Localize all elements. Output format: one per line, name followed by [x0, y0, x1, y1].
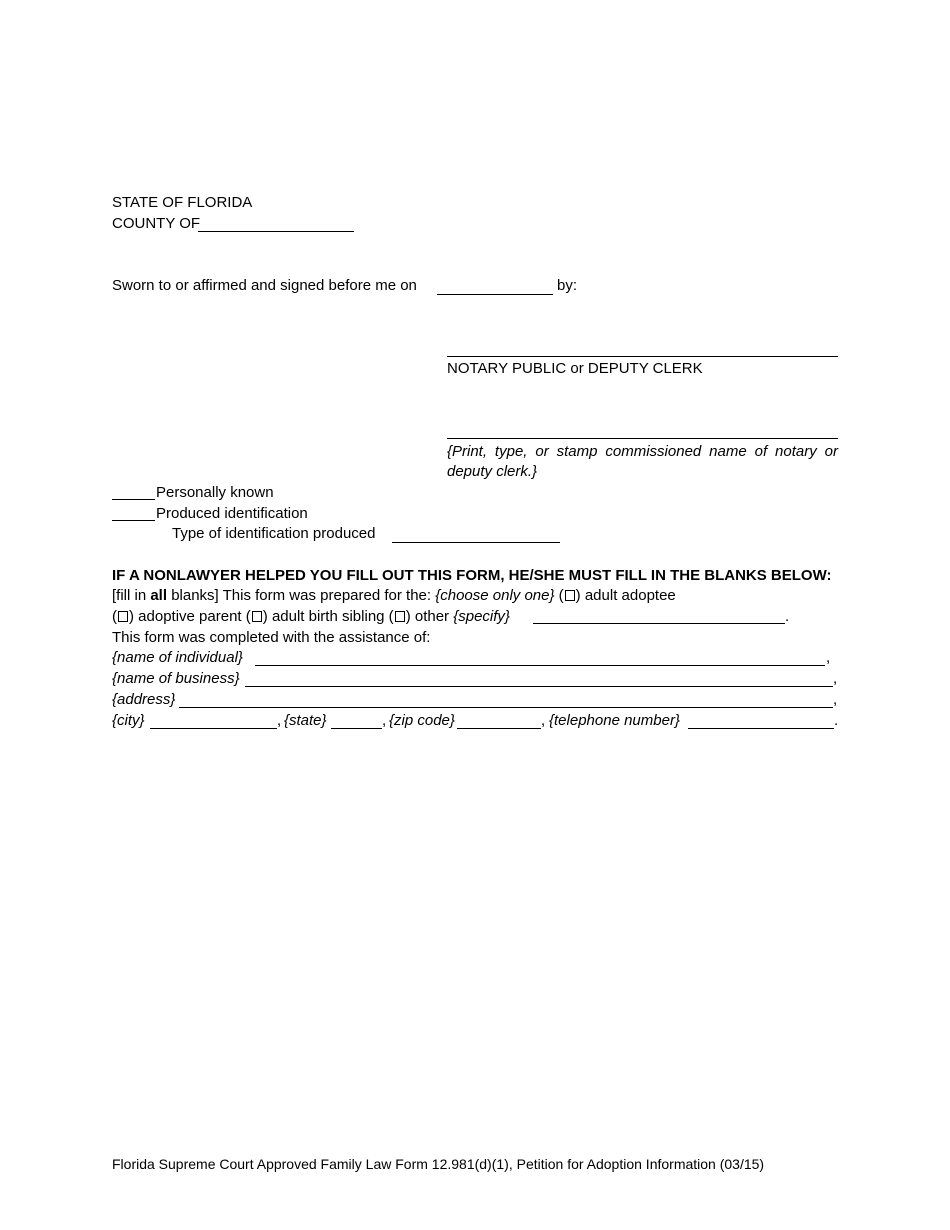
address-field[interactable] — [179, 707, 833, 708]
produced-identification-blank[interactable] — [112, 520, 155, 521]
notary-signature-line[interactable] — [447, 356, 838, 357]
name-of-individual-label: {name of individual} — [112, 649, 243, 666]
zip-code-label: {zip code} — [389, 712, 455, 729]
adult-adoptee-checkbox[interactable] — [565, 590, 575, 601]
produced-identification-label: Produced identification — [156, 505, 308, 522]
telephone-number-label: {telephone number} — [549, 712, 680, 729]
fill-in-open: [fill in — [112, 587, 151, 604]
other-checkbox[interactable] — [395, 611, 405, 622]
comma: , — [382, 712, 387, 729]
assistance-line: This form was completed with the assistance of: — [112, 629, 431, 646]
identification-type-label: Type of identification produced — [172, 525, 376, 542]
comma: , — [541, 712, 546, 729]
comma: , — [277, 712, 282, 729]
name-of-individual-field[interactable] — [255, 665, 825, 666]
adult-birth-sibling-label: adult birth sibling — [271, 608, 385, 625]
comma: , — [833, 670, 838, 687]
specify-label: {specify} — [453, 608, 510, 625]
county-field[interactable] — [198, 231, 354, 232]
city-label: {city} — [112, 712, 145, 729]
adoptive-parent-label: adoptive parent — [138, 608, 242, 625]
sworn-date-field[interactable] — [437, 294, 553, 295]
choose-only-one: {choose only one} — [435, 587, 555, 604]
state-field-label: {state} — [284, 712, 327, 729]
state-field[interactable] — [331, 728, 382, 729]
notary-name-line[interactable] — [447, 438, 838, 439]
specify-period: . — [785, 608, 790, 625]
personally-known-label: Personally known — [156, 484, 274, 501]
fill-in-close: blanks] This form was prepared for the: — [167, 587, 436, 604]
identification-type-field[interactable] — [392, 542, 560, 543]
notary-title: NOTARY PUBLIC or DEPUTY CLERK — [447, 360, 703, 377]
telephone-number-field[interactable] — [688, 728, 834, 729]
comma: , — [833, 691, 838, 708]
notary-print-instruction: {Print, type, or stamp commissioned name of notary or deputy clerk.} — [447, 443, 838, 480]
name-of-business-field[interactable] — [245, 686, 833, 687]
options-line: ( ) adoptive parent ( ) adult birth sibling ( ) other {specify} — [112, 608, 510, 625]
other-label: other — [414, 608, 450, 625]
county-label: COUNTY OF — [112, 215, 201, 232]
sworn-statement: Sworn to or affirmed and signed before me on — [112, 277, 417, 294]
state-label: STATE OF FLORIDA — [112, 194, 253, 211]
zip-code-field[interactable] — [457, 728, 541, 729]
nonlawyer-heading: IF A NONLAWYER HELPED YOU FILL OUT THIS FORM, HE/SHE MUST FILL IN THE BLANKS BELOW: — [112, 567, 832, 584]
city-field[interactable] — [150, 728, 277, 729]
comma: , — [826, 649, 831, 666]
name-of-business-label: {name of business} — [112, 670, 240, 687]
specify-field[interactable] — [533, 623, 785, 624]
period: . — [834, 712, 839, 729]
adult-adoptee-label: adult adoptee — [584, 587, 676, 604]
prepared-for-line: [fill in all blanks] This form was prepared for the: {choose only one} ( ) adult adoptee — [112, 587, 676, 604]
address-label: {address} — [112, 691, 176, 708]
form-footer: Florida Supreme Court Approved Family Law Form 12.981(d)(1), Petition for Adoption Information (03/15) — [112, 1156, 765, 1172]
sworn-by-label: by: — [557, 277, 578, 294]
adult-birth-sibling-checkbox[interactable] — [252, 611, 262, 622]
fill-in-all: all — [150, 587, 168, 604]
personally-known-blank[interactable] — [112, 499, 155, 500]
adoptive-parent-checkbox[interactable] — [118, 611, 128, 622]
